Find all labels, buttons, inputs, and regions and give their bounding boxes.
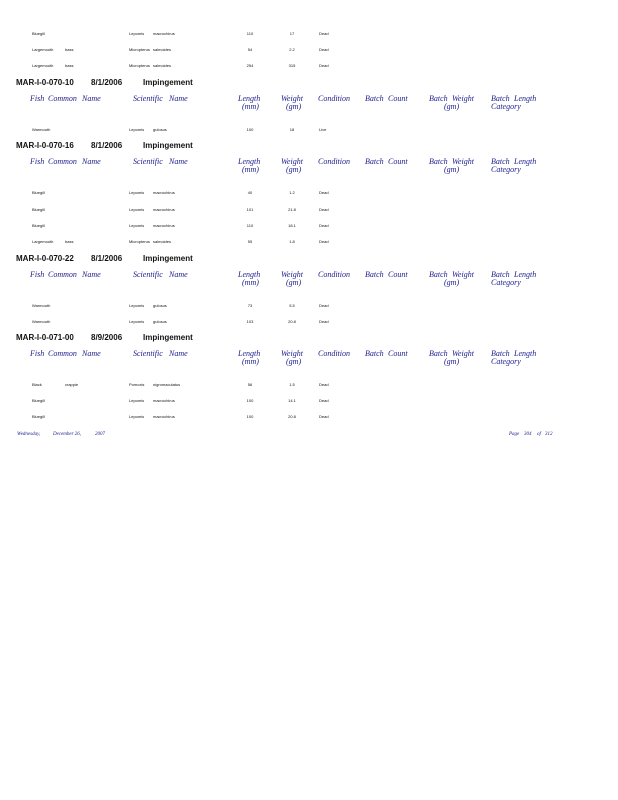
scientific-name-cell: macrochirus [153,414,175,419]
scientific-name-cell: macrochirus [153,398,175,403]
scientific-name-cell: salmoides [153,47,172,52]
of-label: of [537,432,541,437]
table-row [0,414,618,422]
fish-header: Fish [30,157,45,166]
sample-date: 8/1/2006 [91,141,123,150]
sample-date: 8/9/2006 [91,333,123,342]
scientific-name-cell: gulosus [153,127,167,132]
scientific-name-cell: salmoides [153,63,172,68]
batch-weight-header: Weight [452,157,474,166]
condition-cell: Dead [319,31,329,36]
weight-cell: 1.2 [289,190,295,195]
batch-weight-header: Batch [429,157,448,166]
table-row [0,319,618,327]
batch-weight-header: Weight [452,270,474,279]
condition-header: Condition [318,94,351,103]
section-title [0,333,618,345]
scientific-name-cell: Pomoxis [129,382,145,387]
condition-cell: Dead [319,63,329,68]
weight-header: Weight [281,349,303,358]
scientific-name-cell: Lepomis [129,303,145,308]
sample-id: MAR-I-0-071-00 [16,333,74,342]
table-row [0,31,618,39]
condition-cell: Dead [319,319,329,324]
length-header: Length [238,270,261,279]
batch-weight-header: Batch [429,349,448,358]
name-header: Name [169,270,188,279]
section-title [0,78,618,90]
length-unit-header: (mm) [242,165,259,174]
table-row [0,190,618,198]
count-header: Count [388,349,408,358]
section-title [0,141,618,153]
length-cell: 100 [246,414,254,419]
table-row [0,127,618,135]
batch-length-category-header: Category [491,278,521,287]
scientific-name-cell: Lepomis [129,414,145,419]
scientific-header: Scientific [133,349,163,358]
condition-cell: Dead [319,207,329,212]
weight-cell: 20.8 [288,414,296,419]
batch-header: Batch [365,270,384,279]
length-header: Length [238,94,261,103]
weight-cell: 315 [288,63,296,68]
condition-header: Condition [318,349,351,358]
condition-cell: Dead [319,303,329,308]
batch-length-category-header: Category [491,357,521,366]
scientific-name-cell: macrochirus [153,190,175,195]
weight-cell: 18.1 [288,223,296,228]
footer-day: Wednesday, [17,432,41,437]
common-name-cell: Bluegill [32,190,45,195]
sample-date: 8/1/2006 [91,78,123,87]
length-unit-header: (mm) [242,102,259,111]
scientific-name-cell: macrochirus [153,207,175,212]
length-cell: 110 [246,31,254,36]
condition-cell: Dead [319,414,329,419]
weight-cell: 20.8 [288,319,296,324]
scientific-name-cell: Lepomis [129,31,145,36]
batch-weight-header: Batch [429,94,448,103]
count-header: Count [388,94,408,103]
weight-unit-header: (gm) [286,165,302,174]
scientific-name-cell: gulosus [153,319,167,324]
common-name-cell: Black [32,382,42,387]
sample-type: Impingement [143,141,193,150]
fish-header: Fish [30,270,45,279]
weight-cell: 14.1 [288,398,296,403]
scientific-name-cell: nigromaculatus [153,382,181,387]
common-name-cell: Bluegill [32,223,45,228]
batch-length-header: Batch [491,270,510,279]
count-header: Count [388,157,408,166]
sample-type: Impingement [143,333,193,342]
column-header-row [0,270,618,294]
batch-length-header: Batch [491,349,510,358]
scientific-name-cell: Micropterus [129,47,150,52]
weight-cell: 17 [289,31,295,36]
common-name-cell: Bluegill [32,414,45,419]
scientific-header: Scientific [133,270,163,279]
scientific-name-cell: Micropterus [129,63,150,68]
count-header: Count [388,270,408,279]
condition-header: Condition [318,270,351,279]
length-cell: 54 [247,47,253,52]
common-name-cell: bass [65,47,74,52]
section-title [0,254,618,266]
sample-type: Impingement [143,78,193,87]
common-header: Common [48,94,77,103]
condition-cell: Dead [319,239,329,244]
common-name-cell: bass [65,239,74,244]
table-row [0,398,618,406]
weight-cell: 2.2 [289,47,295,52]
table-row [0,303,618,311]
weight-cell: 1.8 [289,239,295,244]
batch-header: Batch [365,349,384,358]
condition-cell: Dead [319,190,329,195]
length-header: Length [238,157,261,166]
table-row [0,382,618,390]
batch-length-header: Length [514,94,537,103]
column-header-row [0,157,618,181]
length-cell: 254 [246,63,254,68]
table-row [0,207,618,215]
common-header: Common [48,349,77,358]
batch-length-category-header: Category [491,165,521,174]
weight-header: Weight [281,270,303,279]
batch-weight-unit-header: (gm) [444,165,460,174]
name-header: Name [82,94,101,103]
sample-id: MAR-I-0-070-10 [16,78,74,87]
sample-id: MAR-I-0-070-22 [16,254,74,263]
weight-unit-header: (gm) [286,102,302,111]
name-header: Name [169,94,188,103]
length-unit-header: (mm) [242,278,259,287]
common-name-cell: Largemouth [32,63,54,68]
length-cell: 40 [247,190,253,195]
batch-length-header: Length [514,157,537,166]
sample-id: MAR-I-0-070-16 [16,141,74,150]
scientific-header: Scientific [133,157,163,166]
length-header: Length [238,349,261,358]
batch-header: Batch [365,157,384,166]
scientific-name-cell: Lepomis [129,398,145,403]
footer-date: December 26, [53,432,82,437]
scientific-name-cell: Lepomis [129,319,145,324]
common-name-cell: Warmouth [32,303,51,308]
table-row [0,63,618,71]
total-pages: 312 [545,432,553,437]
common-header: Common [48,157,77,166]
page-footer [0,432,618,440]
common-name-cell: Bluegill [32,31,45,36]
scientific-name-cell: Lepomis [129,127,145,132]
common-header: Common [48,270,77,279]
length-unit-header: (mm) [242,357,259,366]
condition-cell: Dead [319,398,329,403]
weight-cell: 1.5 [289,382,295,387]
name-header: Name [82,270,101,279]
scientific-name-cell: Lepomis [129,207,145,212]
scientific-name-cell: salmoides [153,239,172,244]
scientific-name-cell: macrochirus [153,223,175,228]
scientific-name-cell: Lepomis [129,223,145,228]
common-name-cell: Largemouth [32,239,54,244]
common-name-cell: Warmouth [32,319,51,324]
fish-header: Fish [30,94,45,103]
batch-length-header: Batch [491,157,510,166]
common-name-cell: bass [65,63,74,68]
weight-cell: 5.5 [289,303,295,308]
table-row [0,239,618,247]
weight-unit-header: (gm) [286,278,302,287]
batch-length-header: Batch [491,94,510,103]
length-cell: 100 [246,398,254,403]
batch-length-header: Length [514,270,537,279]
scientific-header: Scientific [133,94,163,103]
weight-header: Weight [281,94,303,103]
length-cell: 100 [246,127,254,132]
column-header-row [0,94,618,118]
common-name-cell: Bluegill [32,398,45,403]
batch-weight-header: Weight [452,94,474,103]
column-header-row [0,349,618,373]
length-cell: 110 [246,223,254,228]
batch-weight-header: Weight [452,349,474,358]
batch-length-category-header: Category [491,102,521,111]
sample-type: Impingement [143,254,193,263]
length-cell: 101 [246,207,254,212]
weight-header: Weight [281,157,303,166]
length-cell: 56 [247,382,253,387]
batch-weight-unit-header: (gm) [444,102,460,111]
batch-weight-header: Batch [429,270,448,279]
weight-cell: 18 [289,127,295,132]
scientific-name-cell: Micropterus [129,239,150,244]
page-label: Page [509,432,520,437]
condition-cell: Dead [319,47,329,52]
length-cell: 73 [247,303,253,308]
length-cell: 55 [247,239,253,244]
common-name-cell: Warmouth [32,127,51,132]
batch-weight-unit-header: (gm) [444,278,460,287]
common-name-cell: Largemouth [32,47,54,52]
fish-header: Fish [30,349,45,358]
scientific-name-cell: Lepomis [129,190,145,195]
batch-header: Batch [365,94,384,103]
name-header: Name [82,349,101,358]
scientific-name-cell: macrochirus [153,31,175,36]
page-number: 304 [524,432,532,437]
condition-cell: Live [319,127,327,132]
sample-date: 8/1/2006 [91,254,123,263]
name-header: Name [169,349,188,358]
common-name-cell: Bluegill [32,207,45,212]
condition-header: Condition [318,157,351,166]
weight-cell: 21.8 [288,207,296,212]
weight-unit-header: (gm) [286,357,302,366]
batch-length-header: Length [514,349,537,358]
scientific-name-cell: gulosus [153,303,167,308]
name-header: Name [169,157,188,166]
common-name-cell: crappie [65,382,79,387]
footer-year: 2007 [95,432,105,437]
batch-weight-unit-header: (gm) [444,357,460,366]
length-cell: 103 [246,319,254,324]
condition-cell: Dead [319,223,329,228]
condition-cell: Dead [319,382,329,387]
name-header: Name [82,157,101,166]
table-row [0,223,618,231]
table-row [0,47,618,55]
